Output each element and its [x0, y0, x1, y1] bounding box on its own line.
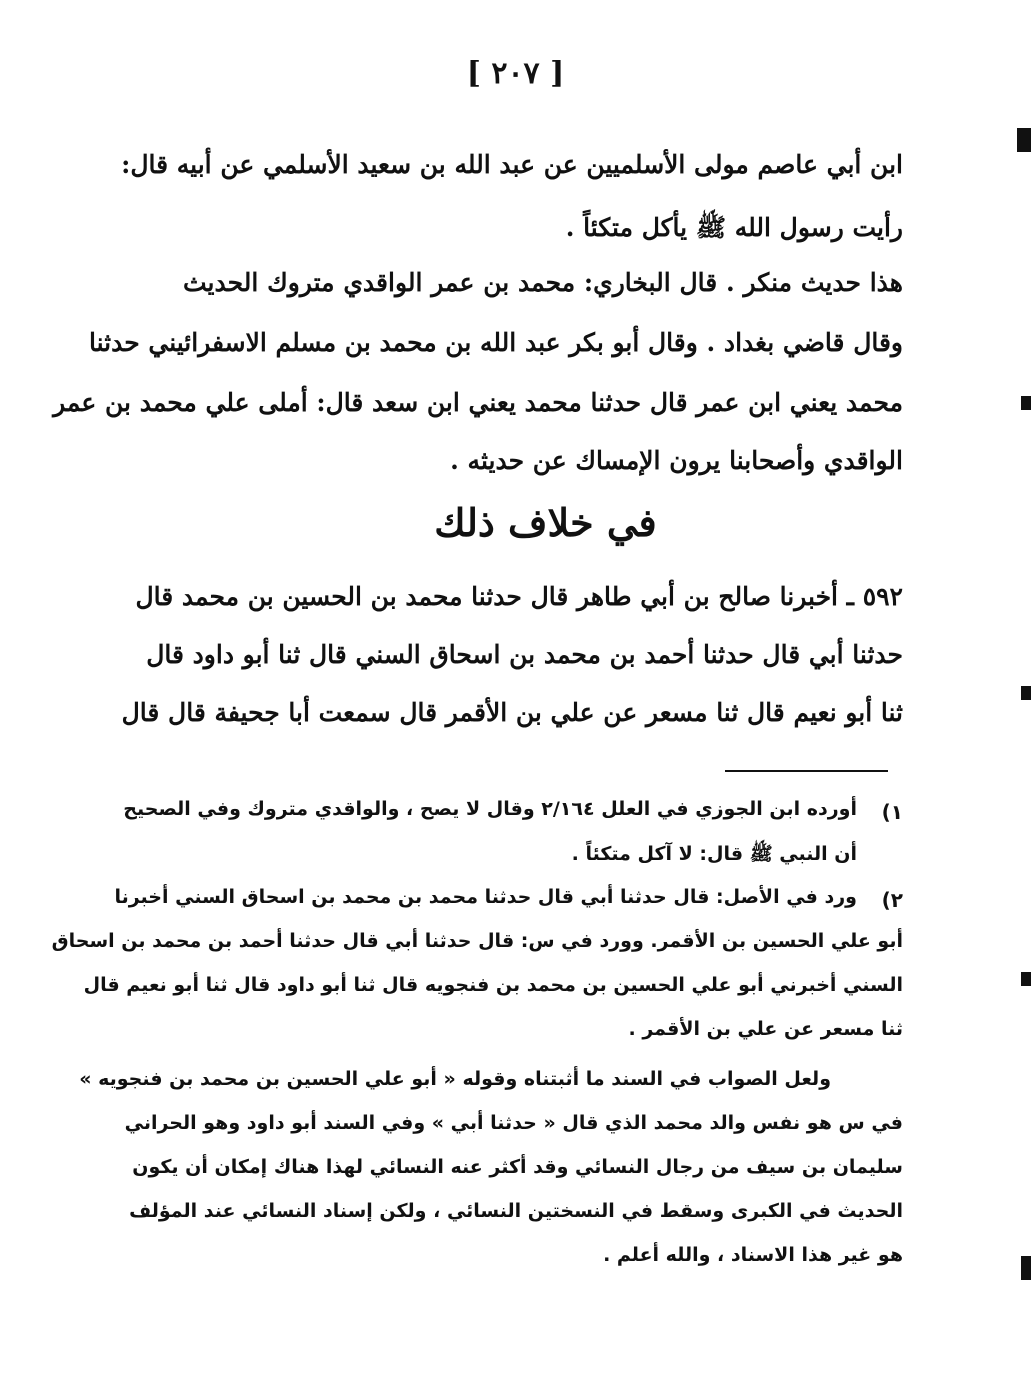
- hadith-line-2: حدثنا أبي قال حدثنا أحمد بن محمد بن اسحاق السني قال ثنا أبو داود قال: [146, 640, 903, 669]
- main-line-5: محمد يعني ابن عمر قال حدثنا محمد يعني ابن سعد قال: أملى علي محمد بن عمر: [53, 388, 903, 417]
- hadith-line-3: ثنا أبو نعيم قال ثنا مسعر عن علي بن الأقمر قال سمعت أبا جحيفة قال قال: [121, 698, 903, 727]
- note-line-5: هو غير هذا الاسناد ، والله أعلم .: [603, 1244, 903, 1266]
- scan-edge-mark: [1021, 972, 1031, 986]
- main-line-3: هذا حديث منكر . قال البخاري: محمد بن عمر الواقدي متروك الحديث: [183, 268, 903, 297]
- page-number: [ ٢٠٧ ]: [466, 56, 565, 91]
- footnote-1-line-2: أن النبي ﷺ قال: لا آكل متكئاً .: [571, 843, 857, 865]
- footnote-separator: [725, 770, 888, 772]
- main-line-4: وقال قاضي بغداد . وقال أبو بكر عبد الله بن محمد بن مسلم الاسفرائيني حدثنا: [88, 328, 903, 357]
- footnote-2-line-1: ورد في الأصل: قال حدثنا أبي قال حدثنا محمد بن محمد بن اسحاق السني أخبرنا: [114, 886, 857, 908]
- hadith-line-1: ٥٩٢ ـ أخبرنا صالح بن أبي طاهر قال حدثنا محمد بن الحسين بن محمد قال: [135, 582, 903, 611]
- main-line-2: رأيت رسول الله ﷺ يأكل متكئاً .: [565, 213, 903, 242]
- scan-edge-mark: [1021, 396, 1031, 410]
- note-line-4: الحديث في الكبرى وسقط في النسختين النسائي ، ولكن إسناد النسائي عند المؤلف: [129, 1200, 903, 1222]
- section-heading: في خلاف ذلك: [434, 500, 657, 545]
- note-line-1: ولعل الصواب في السند ما أثبتناه وقوله « أبو علي الحسين بن محمد بن فنجويه »: [79, 1068, 831, 1090]
- footnote-1-line-1: أورده ابن الجوزي في العلل ٢/١٦٤ وقال لا يصح ، والواقدي متروك وفي الصحيح: [123, 798, 857, 820]
- note-line-3: سليمان بن سيف من رجال النسائي وقد أكثر عنه النسائي لهذا هناك إمكان أن يكون: [132, 1156, 903, 1178]
- footnote-1-marker: (١: [881, 800, 903, 824]
- footnote-2-marker: (٢: [881, 888, 903, 912]
- scan-edge-mark: [1017, 128, 1031, 152]
- footnote-2-line-3: السني أخبرني أبو علي الحسين بن محمد بن فنجويه قال ثنا أبو داود قال ثنا أبو نعيم قال: [83, 974, 903, 996]
- scan-edge-mark: [1021, 1256, 1031, 1280]
- footnote-2-line-2: أبو علي الحسين بن الأقمر. وورد في س: قال حدثنا أبي قال حدثنا أحمد بن محمد بن اسحاق: [51, 930, 903, 952]
- note-line-2: في س هو نفس والد محمد الذي قال « حدثنا أبي » وفي السند أبو داود وهو الحراني: [124, 1112, 903, 1134]
- scan-edge-mark: [1021, 686, 1031, 700]
- main-line-6: الواقدي وأصحابنا يرون الإمساك عن حديثه .: [450, 446, 903, 475]
- main-line-1: ابن أبي عاصم مولى الأسلميين عن عبد الله بن سعيد الأسلمي عن أبيه قال:: [121, 150, 903, 179]
- footnote-2-line-4: ثنا مسعر عن علي بن الأقمر .: [628, 1018, 903, 1040]
